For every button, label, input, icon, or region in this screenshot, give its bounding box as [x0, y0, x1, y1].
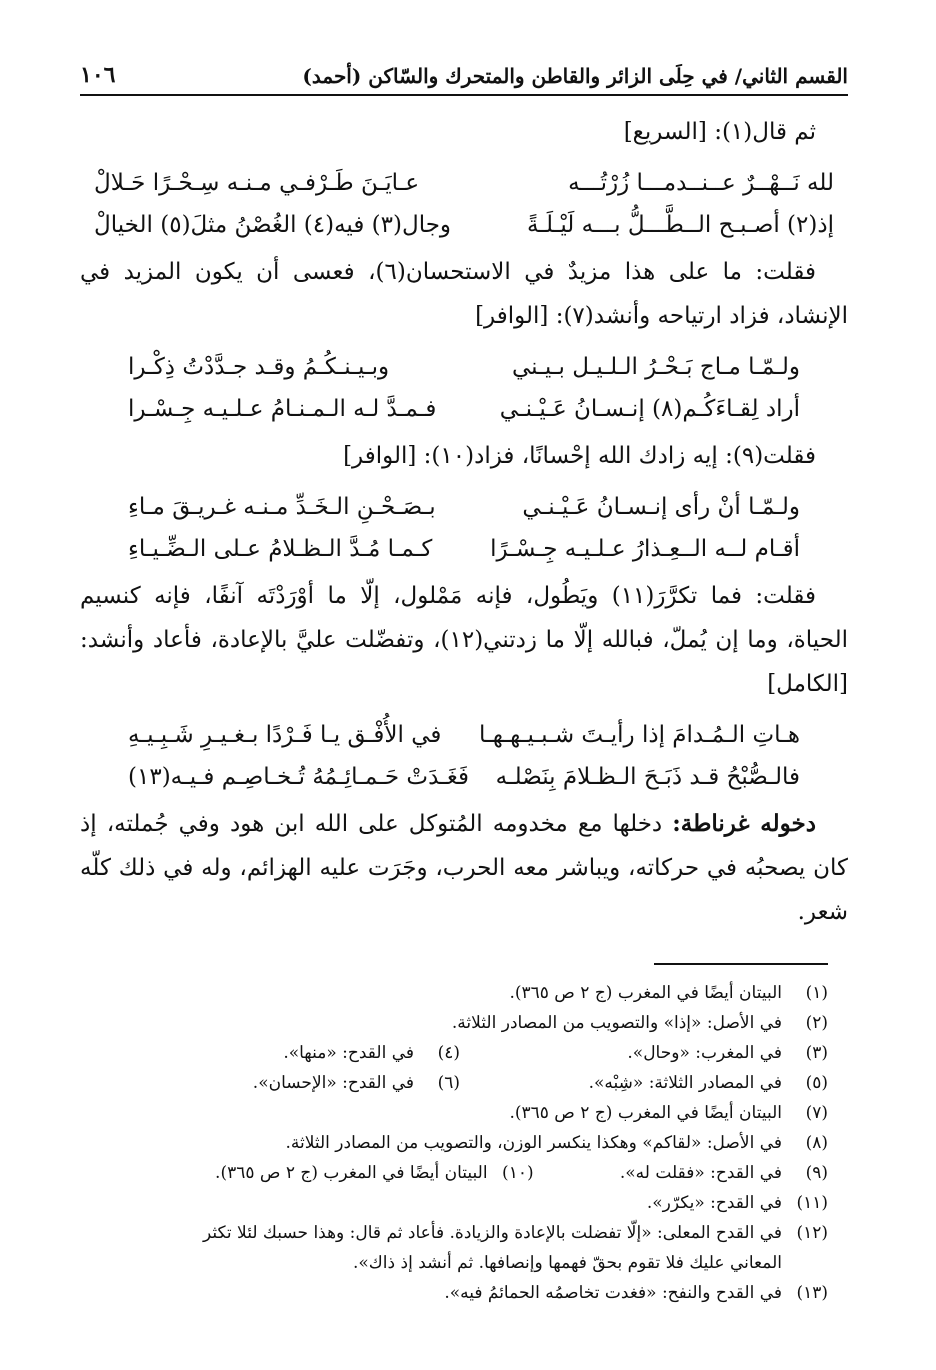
- first-hemistich: ولـمّـا أنْ رأى إنـسـانُ عَـيْـنـي: [522, 494, 800, 520]
- first-hemistich: أقـام لــه الــعِـذارُ عـلـيـه جِـسْـرًا: [490, 536, 800, 562]
- footnote-text: في القدح: «الإحسان».: [252, 1073, 414, 1093]
- footnote-text: في الأصل: «إذا» والتصويب من المصادر الثلاثة.: [451, 1013, 782, 1033]
- footnote: [92, 1068, 460, 1098]
- footnote-number: (٣): [805, 1043, 828, 1063]
- footnote: [92, 1278, 828, 1308]
- second-hemistich: فَغَـدَتْ حَـمـائِـمُهُ تُـخـاصِـم فـيـه(١٣): [128, 764, 469, 790]
- footnote-number: (٥): [805, 1073, 828, 1093]
- first-hemistich: لله نَــهْــرٌ عــنــدمـــا زُرْتُـــه: [568, 170, 834, 196]
- footnote-text: في القدح: «يكرّر».: [646, 1193, 782, 1213]
- footnote-text: البيتان أيضًا في المغرب (ج ٢ ص ٣٦٥).: [509, 983, 782, 1003]
- footnote-text: البيتان أيضًا في المغرب (ج ٢ ص ٣٦٥).: [215, 1163, 488, 1183]
- second-hemistich: فـمـدَّ لـه الـمـنـامُ عـلـيـه جِـسْـرا: [128, 396, 437, 422]
- running-title: القسم الثاني/ في حِلَى الزائر والقاطن والمتحرك والسّاكن (أحمد): [302, 64, 848, 88]
- poem-3: [80, 486, 848, 570]
- footnote-number: (٨): [805, 1133, 828, 1153]
- footnote: [460, 1068, 828, 1098]
- poem-1: [80, 162, 848, 246]
- section-lead: دخوله غرناطة:: [672, 810, 816, 837]
- paragraph: [80, 802, 848, 934]
- verse-line: [128, 756, 800, 798]
- footnote-text: في المغرب: «وحال».: [627, 1043, 782, 1063]
- verse-line: [128, 486, 800, 528]
- second-hemistich: في الأُفْـق يـا فَـرْدًا بـغـيـرِ شَـبِـيـهِ: [128, 722, 442, 748]
- first-hemistich: ولـمّـا مـاج بَـحْـرُ الـلـيـل بـيـني: [512, 354, 800, 380]
- footnote: [92, 1218, 828, 1248]
- paragraph: فقلت(٩): إيه زادك الله إحْسانًا، فزاد(١٠): [الوافر]: [343, 443, 816, 469]
- footnote-number: (٩): [805, 1163, 828, 1183]
- footnote: [92, 1038, 460, 1068]
- verse-line: [128, 528, 800, 570]
- footnote-number: (١): [805, 983, 828, 1003]
- footnote: [92, 1128, 828, 1158]
- footnote-text: في الأصل: «لقاكم» وهكذا ينكسر الوزن، والتصويب من المصادر الثلاثة.: [285, 1133, 782, 1153]
- verse-line: [128, 714, 800, 756]
- footnotes: [92, 978, 828, 1308]
- paragraph: فقلت: ما على هذا مزيدٌ في الاستحسان(٦)، فعسى أن يكون المزيد في الإنشاد، فزاد ارتياحه وأنشد(٧): [الوافر]: [80, 259, 848, 329]
- paragraph-text: دخلها مع مخدومه المُتوكل على الله ابن هود وفي جُملته، إذ كان يصحبُه في حركاته، ويباشر معه الحرب، وجَرَت عليه الهزائم، وله في ذلك كلّه شعر.: [80, 811, 848, 925]
- footnote: [460, 1038, 828, 1068]
- second-hemistich: عـايَـنَ طَـرْفـي مـنـه سِـحْـرًا حَـلالْ: [94, 170, 420, 196]
- footnote: [534, 1158, 828, 1188]
- verse-line: [128, 388, 800, 430]
- footnote-text: في المصادر الثلاثة: «شِبْه».: [588, 1073, 782, 1093]
- footnote-number: (٢): [805, 1013, 828, 1033]
- running-header: [80, 56, 848, 96]
- footnote-number: (١٣): [796, 1283, 828, 1303]
- poem-2: [80, 346, 848, 430]
- verse-line: [80, 162, 848, 204]
- footnote: [92, 1158, 534, 1188]
- main-text: [80, 110, 848, 934]
- footnote-number: (١٠): [502, 1163, 534, 1183]
- first-hemistich: إذ(٢) أصـبـح الــطَّـــلُّ بـــه لَيْـلَـةً: [526, 212, 834, 238]
- second-hemistich: كـمـا مُـدَّ الـظـلامُ عـلى الـضِّـيـاءِ: [128, 536, 433, 562]
- footnote-text: في القدح والنفح: «فغدت تخاصمُه الحمائمُ فيه».: [444, 1283, 782, 1303]
- first-hemistich: فالـصُّبْحُ قـد ذَبَـحَ الـظـلامَ بِنَصْلـه: [495, 764, 800, 790]
- footnote-number: (٧): [805, 1103, 828, 1123]
- poem-intro: ثم قال(١): [السريع]: [623, 119, 816, 145]
- first-hemistich: أراد لِقـاءَكُـم(٨) إنـسـانُ عَـيْـنـي: [499, 396, 800, 422]
- footnote-text: في القدح المعلى: «إلّا تفضلت بالإعادة والزيادة. فأعاد ثم قال: وهذا حسبك لئلا تكثر: [203, 1223, 782, 1243]
- footnote-text: في القدح: «منها».: [283, 1043, 414, 1063]
- second-hemistich: وبـيـنـكُـمُ وقـد جـدَّدْتُ ذِكْـرا: [128, 354, 390, 380]
- footnote-row: [92, 1158, 828, 1188]
- footnote-continuation: المعاني عليك فلا تقوم بحقّ فهمها وإنصافها. ثم أنشد إذ ذاك».: [352, 1253, 782, 1273]
- first-hemistich: هـاتِ الـمُـدامَ إذا رأيـتَ شـبـيـهـهـا: [479, 722, 800, 748]
- page-number: ١٠٦: [80, 62, 116, 88]
- footnote-number: (٦): [437, 1073, 460, 1093]
- footnote-row: [92, 1068, 828, 1098]
- footnote: [92, 978, 828, 1008]
- poem-4: [80, 714, 848, 798]
- paragraph: فقلت: فما تكرَّرَ(١١) ويَطُول، فإنه مَمْلول، إلّا ما أوْرَدْتَه آنفًا، فإنه كنسيم الحياة، وما إن يُملّ، فبالله إلّا ما زدتني(١٢)، وتفضّلت عليَّ بالإعادة، فأعاد وأنشد: [الكامل]: [80, 583, 848, 697]
- footnote-number: (١١): [796, 1193, 828, 1213]
- footnote-separator: [654, 963, 828, 965]
- footnote-number: (٤): [437, 1043, 460, 1063]
- footnote-text: البيتان أيضًا في المغرب (ج ٢ ص ٣٦٥).: [509, 1103, 782, 1123]
- verse-line: [128, 346, 800, 388]
- footnote-row: [92, 1038, 828, 1068]
- verse-line: [80, 204, 848, 246]
- footnote-text: في القدح: «فقلت له».: [619, 1163, 782, 1183]
- second-hemistich: بـصَـحْـنِ الـخَـدِّ مـنـه غـريـقَ مـاءِ: [128, 494, 436, 520]
- footnote: [92, 1188, 828, 1218]
- footnote-number: (١٢): [796, 1223, 828, 1243]
- footnote: [92, 1098, 828, 1128]
- second-hemistich: وجال(٣) فيه(٤) الغُصْنُ مثلَ(٥) الخيالْ: [94, 212, 452, 238]
- footnote: [92, 1008, 828, 1038]
